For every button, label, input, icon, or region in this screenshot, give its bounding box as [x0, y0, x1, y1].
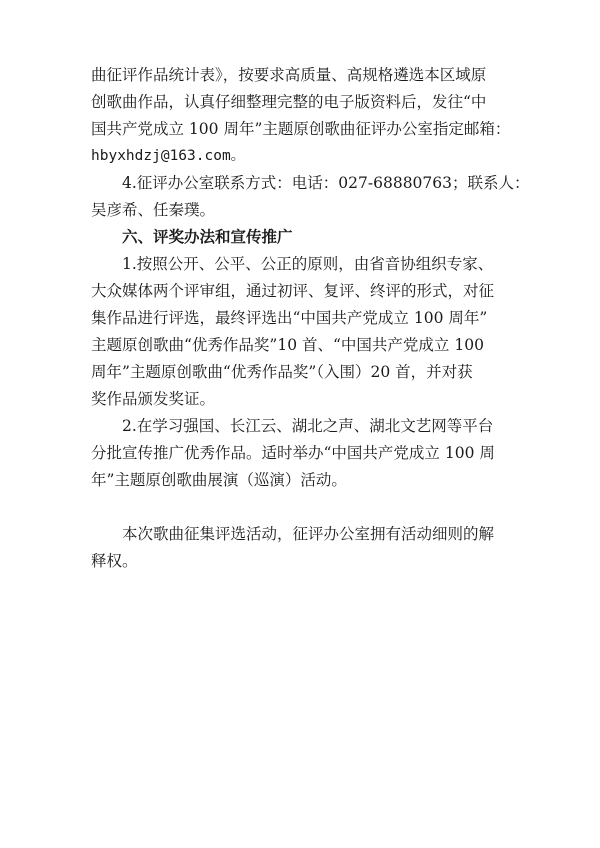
text-line: 周年”主题原创歌曲“优秀作品奖”（入围）20 首，并对获: [91, 363, 473, 381]
paragraph-interpretation-rights: [91, 521, 521, 575]
text-line: 主题原创歌曲“优秀作品奖”10 首、“中国共产党成立 100: [91, 336, 484, 354]
text-line: 大众媒体两个评审组，通过初评、复评、终评的形式，对征: [91, 282, 495, 300]
paragraph-spacer: [91, 494, 521, 521]
email-address: hbyxhdzj@163.com。: [91, 148, 246, 164]
paragraph-contact: [91, 170, 530, 224]
document-body: [91, 62, 530, 575]
paragraph-submission-continued: [91, 62, 521, 170]
paragraph-promotion: [91, 413, 521, 494]
text-line: 创歌曲作品，认真仔细整理完整的电子版资料后，发往“中: [91, 93, 487, 111]
text-line: 本次歌曲征集评选活动，征评办公室拥有活动细则的解: [122, 525, 495, 543]
text-line: 吴彦希、任秦璞。: [91, 201, 216, 219]
text-line: 集作品进行评选，最终评选出“中国共产党成立 100 周年”: [91, 309, 488, 327]
paragraph-award-method: [91, 251, 521, 413]
text-line: 国共产党成立 100 周年”主题原创歌曲征评办公室指定邮箱：: [91, 120, 511, 138]
section-heading: 六、评奖办法和宣传推广: [122, 228, 293, 246]
text-line: 2.在学习强国、长江云、湖北之声、湖北文艺网等平台: [122, 417, 494, 435]
text-line: 年”主题原创歌曲展演（巡演）活动。: [91, 471, 347, 489]
text-line: 分批宣传推广优秀作品。适时举办“中国共产党成立 100 周: [91, 444, 495, 462]
text-line: 释权。: [91, 552, 138, 570]
text-line: 曲征评作品统计表》，按要求高质量、高规格遴选本区域原: [91, 66, 487, 84]
text-line: 4.征评办公室联系方式：电话：027-68880763；联系人：: [122, 174, 530, 192]
text-line: 1.按照公开、公平、公正的原则，由省音协组织专家、: [122, 255, 494, 273]
text-line: 奖作品颁发奖证。: [91, 390, 216, 408]
